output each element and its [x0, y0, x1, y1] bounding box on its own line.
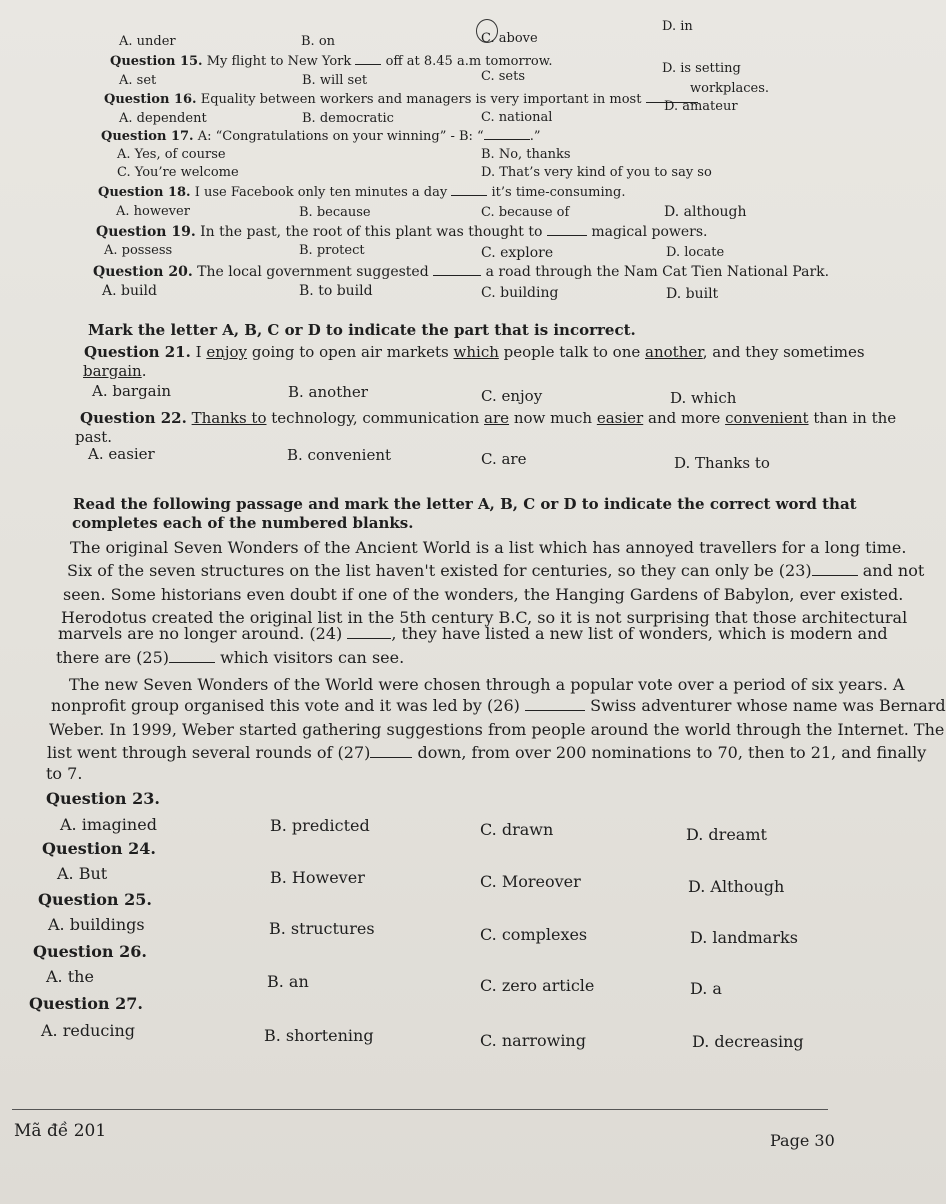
q21-option-d: D. which [670, 389, 737, 407]
q23-option-a: A. imagined [60, 815, 157, 834]
q21-word: people talk to one [503, 343, 641, 361]
passage-text: Swiss adventurer whose name was Bernard [590, 696, 946, 715]
q24-label: Question 24. [42, 839, 156, 858]
q17-stem [101, 130, 541, 143]
passage-text: list went through several rounds of (27) [47, 743, 371, 762]
q22-stem-line-1 [80, 411, 896, 426]
q19-text-1: In the past, the root of this plant was thought to [200, 224, 543, 240]
q14-option-a: A. under [119, 34, 176, 49]
q17-option-a: A. Yes, of course [117, 147, 226, 162]
instruction-passage-line-1: Read the following passage and mark the letter A, B, C or D to indicate the correct word that [73, 495, 857, 513]
q22-option-a: A. easier [88, 445, 155, 463]
q25-label: Question 25. [38, 890, 152, 909]
q19-option-b: B. protect [299, 243, 365, 258]
q21-option-b: B. another [288, 383, 368, 401]
q22-underlined-convenient: convenient [725, 409, 809, 427]
passage-text: and not [862, 561, 925, 580]
q16-option-a: A. dependent [119, 111, 207, 126]
q21-word: , and they sometimes [702, 343, 865, 361]
q22-underlined-thanks-to: Thanks to [191, 409, 267, 427]
q23-option-d: D. dreamt [686, 825, 767, 844]
passage-line-10 [47, 745, 926, 761]
q22-option-b: B. convenient [287, 446, 392, 464]
passage-line-9: Weber. In 1999, Weber started gathering suggestions from people around the world through the Internet. The [49, 720, 945, 739]
passage-line-11: to 7. [46, 764, 83, 783]
q17-option-b: B. No, thanks [481, 147, 571, 162]
q26-option-c: C. zero article [480, 976, 595, 995]
q26-option-d: D. a [690, 979, 722, 998]
q21-option-a: A. bargain [92, 382, 172, 400]
q18-option-c: C. because of [481, 205, 570, 220]
q18-text-1: I use Facebook only ten minutes a day [194, 185, 448, 200]
q22-word: technology, communication [271, 409, 480, 427]
q15-text-1: My flight to New York [206, 54, 352, 69]
passage-line-3: seen. Some historians even doubt if one of the wonders, the Hanging Gardens of Babylon, ever existed. [63, 585, 904, 604]
q14-option-b: B. on [301, 34, 336, 49]
blank-23 [812, 574, 858, 576]
q22-label: Question 22. [80, 409, 187, 427]
q24-option-a: A. But [57, 864, 108, 883]
q16-option-d: D. amateur [664, 99, 738, 114]
q19-option-c: C. explore [481, 245, 554, 261]
blank-26 [525, 709, 585, 711]
q20-label: Question 20. [93, 264, 193, 280]
q18-text-2: it’s time-consuming. [491, 185, 626, 200]
blank-24 [347, 637, 391, 639]
q21-underlined-which: which [453, 343, 499, 361]
q17-blank [484, 138, 530, 140]
q22-word: and more [648, 409, 721, 427]
q16-option-c: C. national [481, 110, 553, 125]
q16-label: Question 16. [104, 92, 197, 107]
q17-option-c: C. You’re welcome [117, 165, 239, 180]
passage-text: nonprofit group organised this vote and it was led by (26) [51, 696, 520, 715]
q20-stem [93, 265, 829, 279]
q19-option-a: A. possess [104, 243, 173, 258]
q16-text-1: Equality between workers and managers is very important in most [200, 92, 642, 107]
q15-text-2: off at 8.45 a.m tomorrow. [385, 54, 553, 69]
q21-stem-line-2 [83, 364, 147, 379]
q15-option-b: B. will set [302, 73, 368, 88]
q21-word: going to open air markets [251, 343, 449, 361]
q18-option-d: D. although [664, 204, 747, 220]
q21-stem-line-1 [84, 345, 865, 360]
q21-label: Question 21. [84, 343, 191, 361]
q18-option-b: B. because [299, 205, 371, 220]
q17-option-d: D. That’s very kind of you to say so [481, 165, 712, 180]
q25-option-b: B. structures [269, 919, 375, 938]
q14-option-c: C. above [481, 31, 538, 46]
q24-option-d: D. Although [688, 877, 785, 896]
q21-word: I [195, 343, 202, 361]
q24-option-b: B. However [270, 868, 365, 887]
q18-option-a: A. however [116, 204, 190, 219]
q19-option-d: D. locate [666, 245, 725, 260]
passage-text: down, from over 200 nominations to 70, then to 21, and finally [417, 743, 927, 762]
instruction-passage-line-2: completes each of the numbered blanks. [72, 514, 414, 532]
q22-word: than in the [813, 409, 897, 427]
passage-line-5 [58, 626, 888, 642]
q27-option-c: C. narrowing [480, 1031, 586, 1050]
passage-line-2 [67, 563, 924, 579]
q20-option-d: D. built [666, 286, 719, 302]
q15-option-c: C. sets [481, 69, 526, 84]
q23-label: Question 23. [46, 789, 160, 808]
q22-underlined-are: are [484, 409, 510, 427]
q21-option-c: C. enjoy [481, 387, 543, 405]
q18-blank [451, 194, 487, 196]
q14-option-d: D. in [662, 19, 693, 34]
q23-option-c: C. drawn [480, 820, 554, 839]
q26-option-a: A. the [46, 967, 94, 986]
passage-line-7: The new Seven Wonders of the World were chosen through a popular vote over a period of six years. A [69, 675, 905, 694]
q23-option-b: B. predicted [270, 816, 370, 835]
passage-text: there are (25) [56, 648, 169, 667]
q22-option-c: C. are [481, 450, 527, 468]
q25-option-d: D. landmarks [690, 928, 798, 947]
page-number: Page 30 [770, 1131, 835, 1150]
q27-option-a: A. reducing [41, 1021, 136, 1040]
q15-option-a: A. set [119, 73, 157, 88]
blank-25 [169, 661, 215, 663]
passage-line-4: Herodotus created the original list in the 5th century B.C, so it is not surprising that those architectural [61, 608, 908, 627]
q20-option-c: C. building [481, 285, 559, 301]
q15-stem [110, 55, 552, 68]
passage-text: which visitors can see. [220, 648, 405, 667]
q25-option-a: A. buildings [48, 915, 145, 934]
q20-blank [433, 274, 481, 276]
q16-stem [104, 93, 698, 106]
q20-text-2: a road through the Nam Cat Tien National Park. [485, 264, 830, 280]
q22-option-d: D. Thanks to [674, 454, 770, 472]
q16-option-b: B. democratic [302, 111, 394, 126]
q22-word: now much [513, 409, 593, 427]
q21-underlined-bargain: bargain [83, 362, 142, 380]
passage-text: Six of the seven structures on the list haven't existed for centuries, so they can only be (23) [67, 561, 812, 580]
q24-option-c: C. Moreover [480, 872, 581, 891]
q19-blank [547, 234, 587, 236]
passage-text: , they have listed a new list of wonders, which is modern and [391, 624, 888, 643]
q19-label: Question 19. [96, 224, 196, 240]
q17-text-1: A: “Congratulations on your winning” - B: “ [197, 129, 484, 144]
q16-text-2: workplaces. [690, 81, 770, 96]
passage-line-1: The original Seven Wonders of the Ancient World is a list which has annoyed travellers for a long time. [70, 538, 907, 557]
q22-stem-line-2: past. [75, 428, 113, 446]
exam-code: Mã đề 201 [14, 1121, 107, 1141]
q20-text-1: The local government suggested [197, 264, 429, 280]
q21-word: . [141, 362, 147, 380]
q20-option-b: B. to build [299, 283, 373, 299]
passage-line-6 [56, 650, 404, 666]
q17-text-2: .” [529, 129, 541, 144]
q18-stem [98, 186, 625, 199]
instruction-incorrect-part: Mark the letter A, B, C or D to indicate the part that is incorrect. [88, 321, 636, 339]
q25-option-c: C. complexes [480, 925, 588, 944]
q27-option-d: D. decreasing [692, 1032, 804, 1051]
q18-label: Question 18. [98, 185, 191, 200]
q15-blank [355, 63, 381, 65]
q15-option-d: D. is setting [662, 61, 741, 76]
q21-underlined-another: another [645, 343, 703, 361]
q20-option-a: A. build [102, 283, 157, 299]
q19-stem [96, 225, 708, 239]
q19-text-2: magical powers. [591, 224, 708, 240]
q27-option-b: B. shortening [264, 1026, 374, 1045]
q26-option-b: B. an [267, 972, 309, 991]
q26-label: Question 26. [33, 942, 147, 961]
passage-line-8 [51, 698, 946, 714]
q22-underlined-easier: easier [596, 409, 644, 427]
q27-label: Question 27. [29, 994, 143, 1013]
q17-label: Question 17. [101, 129, 194, 144]
footer-divider [12, 1109, 828, 1110]
blank-27 [370, 756, 412, 758]
q21-underlined-enjoy: enjoy [206, 343, 248, 361]
passage-text: marvels are no longer around. (24) [58, 624, 343, 643]
q15-label: Question 15. [110, 54, 203, 69]
